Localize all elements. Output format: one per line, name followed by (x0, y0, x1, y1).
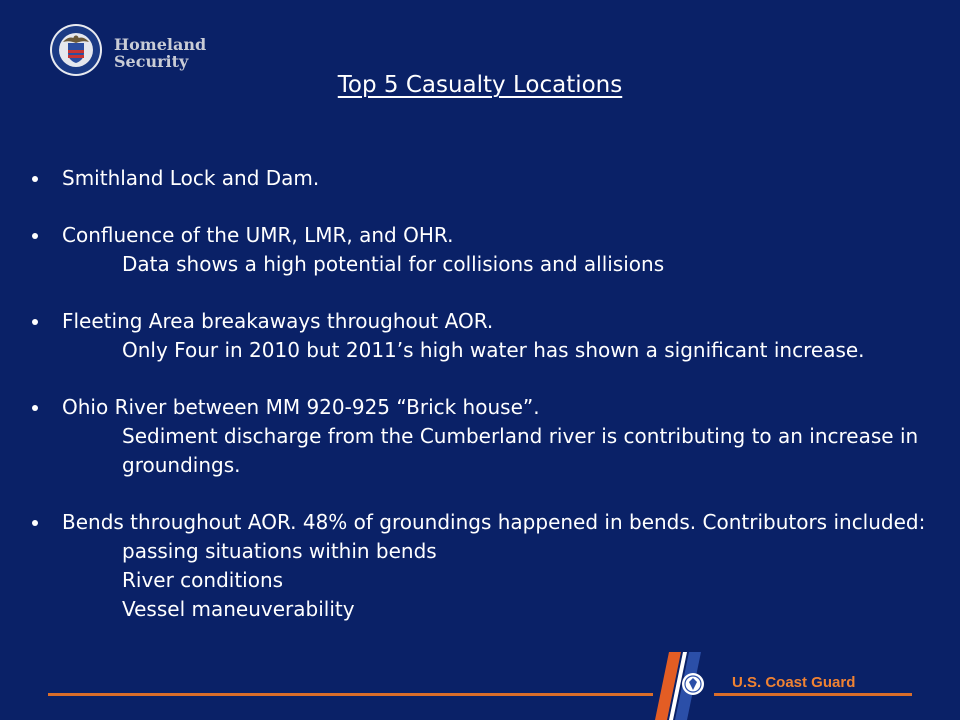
list-item-subtext: Only Four in 2010 but 2011’s high water has shown a significant increase. (122, 338, 865, 362)
footer-divider-left (48, 693, 653, 696)
list-item-text: Confluence of the UMR, LMR, and OHR. (62, 223, 454, 247)
dhs-wordmark-line2: Security (114, 52, 189, 71)
list-item-text: Fleeting Area breakaways throughout AOR. (62, 309, 494, 333)
list-item-text: Ohio River between MM 920-925 “Brick house”. (62, 395, 540, 419)
list-item-subtext: passing situations within bends (122, 539, 437, 563)
list-item-subtext: Sediment discharge from the Cumberland river is contributing to an increase in groundings. (122, 424, 919, 477)
list-item (28, 164, 943, 193)
list-item-subtext: Vessel maneuverability (122, 597, 355, 621)
list-item-text: Smithland Lock and Dam. (62, 166, 320, 190)
list-item (28, 221, 943, 279)
list-item (28, 393, 943, 480)
list-item-subtext: River conditions (122, 568, 284, 592)
uscg-racing-stripe-icon (655, 652, 725, 720)
footer-divider-right (714, 693, 912, 696)
bullet-list (28, 164, 943, 652)
list-item (28, 508, 943, 624)
dhs-wordmark (114, 36, 206, 70)
page-title: Top 5 Casualty Locations (337, 72, 623, 98)
list-item-subtext: Data shows a high potential for collisions and allisions (122, 252, 665, 276)
list-item-text: Bends throughout AOR. 48% of groundings happened in bends. Contributors included: (62, 510, 926, 534)
uscg-wordmark: U.S. Coast Guard (732, 674, 856, 691)
list-item (28, 307, 943, 365)
dhs-seal-icon (49, 23, 103, 77)
dhs-wordmark-line1: Homeland (114, 35, 207, 54)
